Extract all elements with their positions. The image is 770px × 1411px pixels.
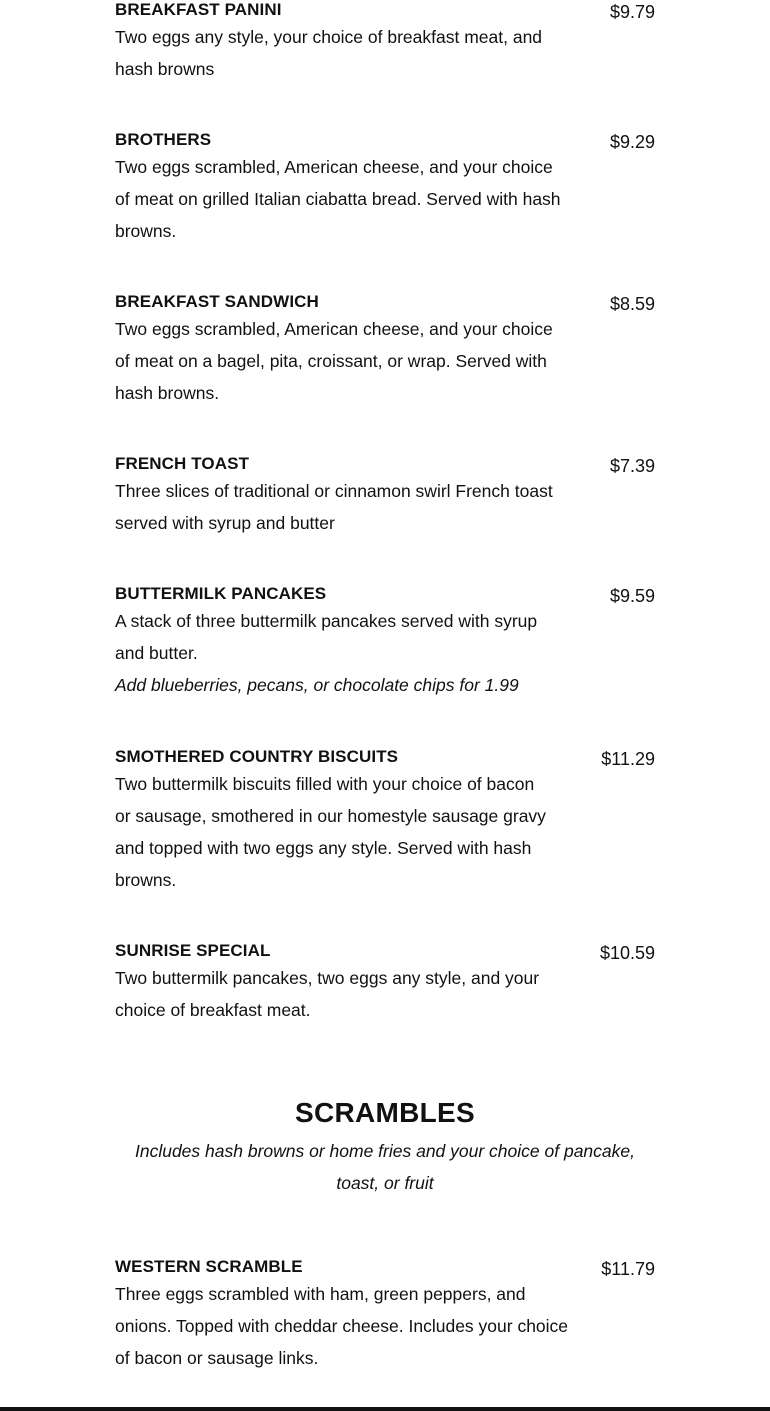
item-name: BROTHERS [115, 130, 212, 149]
item-price: $9.29 [609, 132, 655, 152]
description-line: browns. [115, 870, 177, 890]
description-line: of meat on grilled Italian ciabatta bread. Served with hash [115, 189, 561, 209]
description-line: choice of breakfast meat. [115, 1000, 311, 1020]
description-line: Three slices of traditional or cinnamon swirl French toast [115, 481, 553, 501]
item-description [115, 605, 593, 701]
bottom-divider [0, 1407, 770, 1411]
item-price: $11.79 [601, 1259, 655, 1279]
subtitle-line: Includes hash browns or home fries and your choice of pancake, [134, 1141, 635, 1161]
description-line: A stack of three buttermilk pancakes served with syrup [115, 611, 538, 631]
description-line: hash browns [115, 59, 215, 79]
description-line: Two eggs any style, your choice of breakfast meat, and [115, 27, 543, 47]
description-line: onions. Topped with cheddar cheese. Includes your choice [115, 1316, 569, 1336]
item-price: $11.29 [601, 749, 655, 769]
item-price: $7.39 [609, 456, 655, 476]
subtitle-line: toast, or fruit [336, 1173, 434, 1193]
description-line: Two buttermilk pancakes, two eggs any style, and your [115, 968, 540, 988]
item-price: $9.79 [609, 2, 655, 22]
description-line: and butter. [115, 643, 198, 663]
section-subtitle [0, 1135, 770, 1199]
item-description [115, 475, 593, 539]
description-line: browns. [115, 221, 177, 241]
item-description [115, 313, 593, 409]
item-name: FRENCH TOAST [115, 454, 250, 473]
description-line: of bacon or sausage links. [115, 1348, 319, 1368]
item-price: $9.59 [609, 586, 655, 606]
description-line: hash browns. [115, 383, 220, 403]
item-description [115, 768, 593, 896]
item-name: WESTERN SCRAMBLE [115, 1257, 303, 1276]
item-name: BREAKFAST SANDWICH [115, 292, 319, 311]
description-line: Two buttermilk biscuits filled with your choice of bacon [115, 774, 535, 794]
description-line: Two eggs scrambled, American cheese, and your choice [115, 157, 553, 177]
item-name: BREAKFAST PANINI [115, 0, 282, 19]
item-name: SMOTHERED COUNTRY BISCUITS [115, 747, 399, 766]
section-title-scrambles: SCRAMBLES [294, 1097, 476, 1128]
description-line: or sausage, smothered in our homestyle sausage gravy [115, 806, 546, 826]
item-name: SUNRISE SPECIAL [115, 941, 271, 960]
item-description [115, 21, 593, 85]
item-description [115, 1278, 593, 1374]
description-line: and topped with two eggs any style. Served with hash [115, 838, 532, 858]
description-line: Three eggs scrambled with ham, green peppers, and [115, 1284, 526, 1304]
description-line: Two eggs scrambled, American cheese, and your choice [115, 319, 553, 339]
item-name: BUTTERMILK PANCAKES [115, 584, 327, 603]
description-line: served with syrup and butter [115, 513, 335, 533]
item-price: $8.59 [609, 294, 655, 314]
item-description [115, 962, 593, 1026]
add-on-note: Add blueberries, pecans, or chocolate chips for 1.99 [115, 675, 519, 695]
item-price: $10.59 [599, 943, 655, 963]
item-description [115, 151, 593, 247]
description-line: of meat on a bagel, pita, croissant, or wrap. Served with [115, 351, 547, 371]
